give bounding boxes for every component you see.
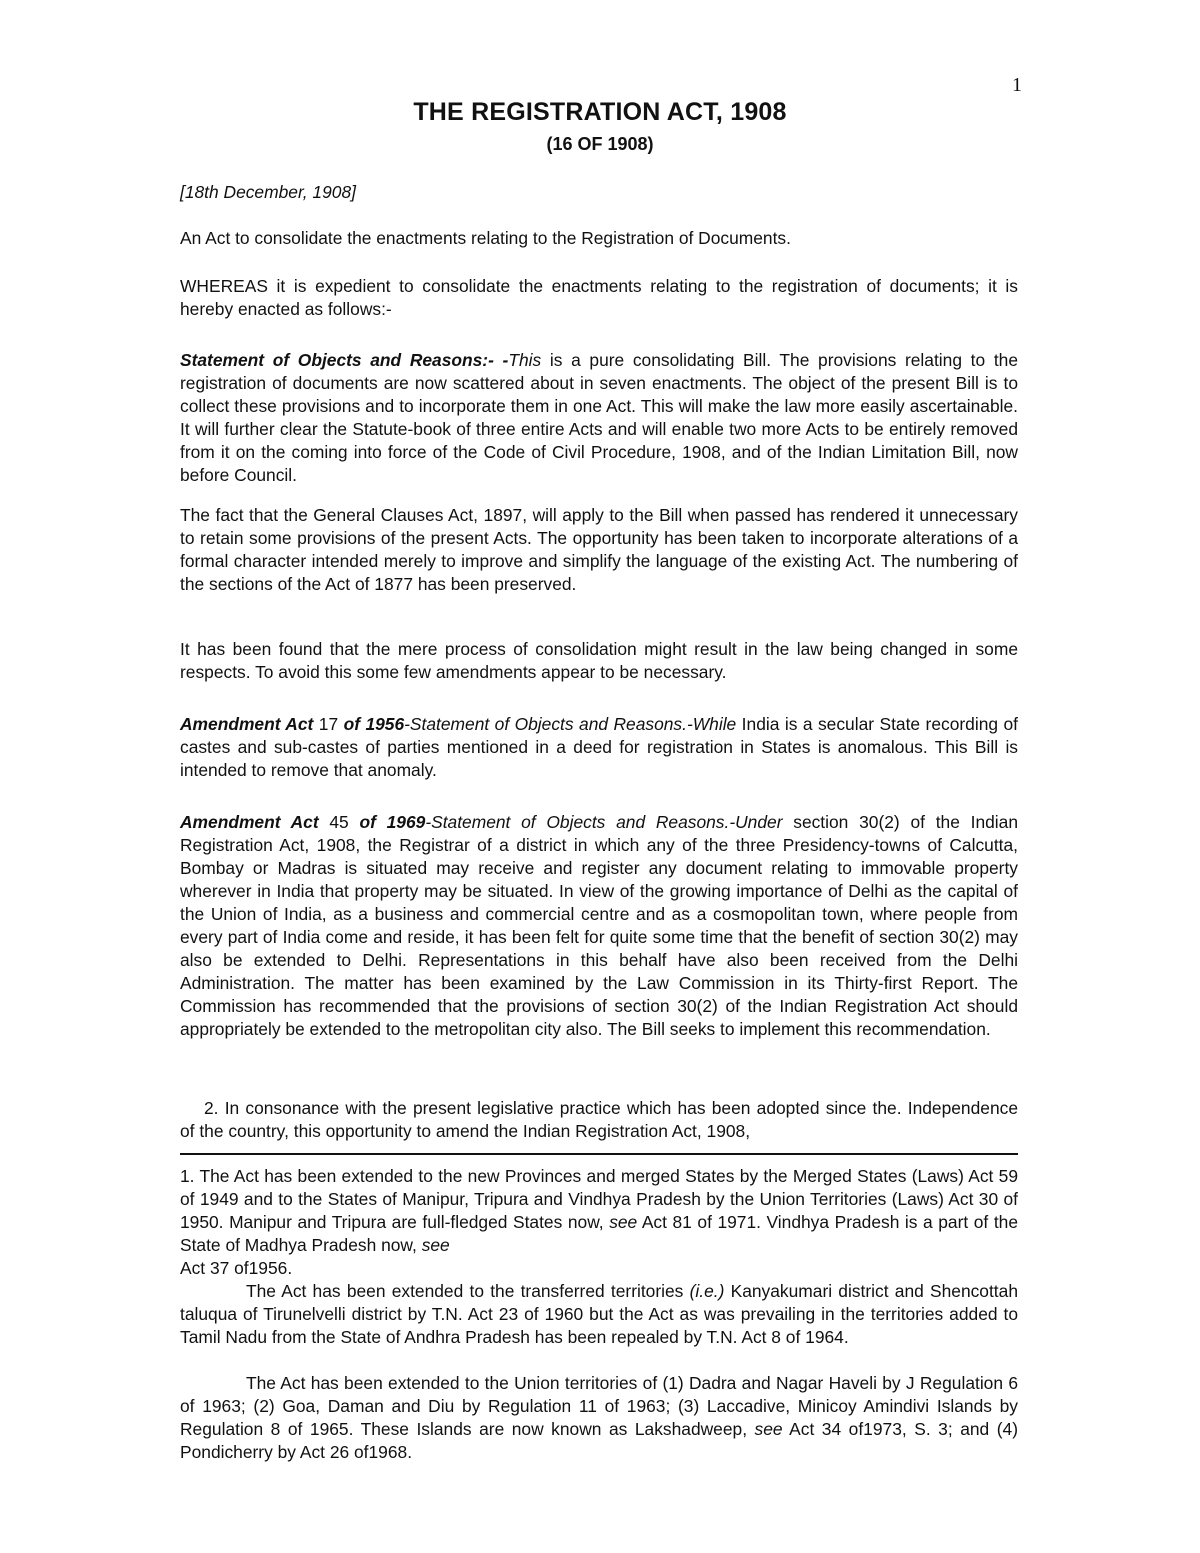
fn1-see-2: see [421, 1235, 450, 1255]
amend17-heading-a: Amendment Act [180, 714, 319, 734]
fn2-b: Kanyakumari district and Shencottah taluqua of Tirunelvelli district by T.N. Act 23 of 1960 but the Act as was prevailing in the territories added to Tamil Nadu from the State of Andhra Pradesh has been repealed by T.N. Act 8 of 1964. [180, 1281, 1018, 1347]
sor-heading: Statement of Objects and Reasons:- - [180, 350, 509, 370]
amend17-sor-label: -Statement of Objects and Reasons.-While [404, 714, 737, 734]
amendment-1969 [180, 811, 1018, 1041]
page-title: THE REGISTRATION ACT, 1908 [413, 98, 787, 126]
amendment-1956 [180, 713, 1018, 782]
sor-lead: This [508, 350, 542, 370]
footnote-divider [180, 1153, 1018, 1155]
sor-paragraph-3: It has been found that the mere process of consolidation might result in the law being changed in some respects. To avoid this some few amendments appear to be necessary. [180, 639, 1018, 682]
amend45-heading-b: of 1969 [348, 812, 426, 832]
amend17-heading-b: of 1956 [338, 714, 405, 734]
amend45-heading-a: Amendment Act [180, 812, 330, 832]
footnote-1 [180, 1165, 1018, 1280]
fn1-mid: Act 81 of 1971. Vindhya Pradesh is a part of the State of Madhya Pradesh now, [180, 1212, 1018, 1255]
sor-text: is a pure consolidating Bill. The provisions relating to the registration of documents are now scattered about in seven enactments. The object of the present Bill is to collect these provisions and to incorporate them in one Act. This will make the law more easily ascertainable. It will further clear the Statute-book of three entire Acts and will enable two more Acts to be entirely removed from it on the coming into force of the Code of Civil Procedure, 1908, and of the Indian Limitation Bill, now before Council. [180, 350, 1018, 485]
statement-of-objects [180, 349, 1018, 487]
long-title: An Act to consolidate the enactments relating to the Registration of Documents. [180, 228, 791, 248]
amend45-sor-label: -Statement of Objects and Reasons.-Under [425, 812, 783, 832]
fn2-a: The Act has been extended to the transferred territories [246, 1281, 690, 1301]
fn1-see: see [609, 1212, 638, 1232]
preamble: WHEREAS it is expedient to consolidate the enactments relating to the registration of documents; it is hereby enacted as follows:- [180, 276, 1018, 319]
footnote-2 [180, 1280, 1018, 1349]
fn1-last: Act 37 of1956. [180, 1258, 293, 1278]
amend17-num: 17 [318, 714, 339, 734]
fn1-text: 1. The Act has been extended to the new Provinces and merged States by the Merged States (Laws) Act 59 of 1949 and to the States of Manipur, Tripura and Vindhya Pradesh by the Union Territories (Laws) Act 30 of 1950. Manipur and Tripura are full-fledged States now, [180, 1166, 1018, 1232]
enactment-date: [18th December, 1908] [180, 182, 356, 202]
amend17-text: India is a secular State recording of castes and sub-castes of parties mentioned in a deed for registration in States is anomalous. This Bill is intended to remove that anomaly. [180, 714, 1019, 780]
fn2-ie: (i.e.) [689, 1281, 725, 1301]
fn3-a: The Act has been extended to the Union territories of (1) Dadra and Nagar Haveli by J Regulation 6 of 1963; (2) Goa, Daman and Diu by Regulation 11 of 1963; (3) Laccadive, Minicoy Amindivi Islands by Regulation 8 of 1965. These Islands are now known as Lakshadweep, [180, 1373, 1018, 1439]
footnote-3 [180, 1372, 1018, 1464]
paragraph-2: 2. In consonance with the present legislative practice which has been adopted since the. Independence of the country, this opportunity to amend the Indian Registration Act, 1908, [180, 1098, 1018, 1141]
fn3-b: Act 34 of1973, S. 3; and (4) Pondicherry by Act 26 of1968. [180, 1419, 1018, 1462]
amend45-num: 45 [329, 812, 349, 832]
page-number: 1 [1012, 74, 1022, 96]
sor-paragraph-2: The fact that the General Clauses Act, 1897, will apply to the Bill when passed has rendered it unnecessary to retain some provisions of the present Acts. The opportunity has been taken to incorporate alterations of a formal character intended merely to improve and simplify the language of the existing Act. The numbering of the sections of the Act of 1877 has been preserved. [180, 505, 1018, 594]
amend45-text: section 30(2) of the Indian Registration Act, 1908, the Registrar of a district in which any of the three Presidency-towns of Calcutta, Bombay or Madras is situated may receive and register any document relating to immovable property wherever in India that property may be situated. In view of the growing importance of Delhi as the capital of the Union of India, as a business and commercial centre and as a cosmopolitan town, where people from every part of India come and reside, it has been felt for quite some time that the benefit of section 30(2) may also be extended to Delhi. Representations in this behalf have also been received from the Delhi Administration. The matter has been examined by the Law Commission in its Thirty-first Report. The Commission has recommended that the provisions of section 30(2) of the Indian Registration Act should appropriately be extended to the metropolitan city also. The Bill seeks to implement this recommendation. [180, 812, 1019, 1039]
act-number: (16 OF 1908) [546, 134, 654, 154]
fn3-see: see [754, 1419, 783, 1439]
